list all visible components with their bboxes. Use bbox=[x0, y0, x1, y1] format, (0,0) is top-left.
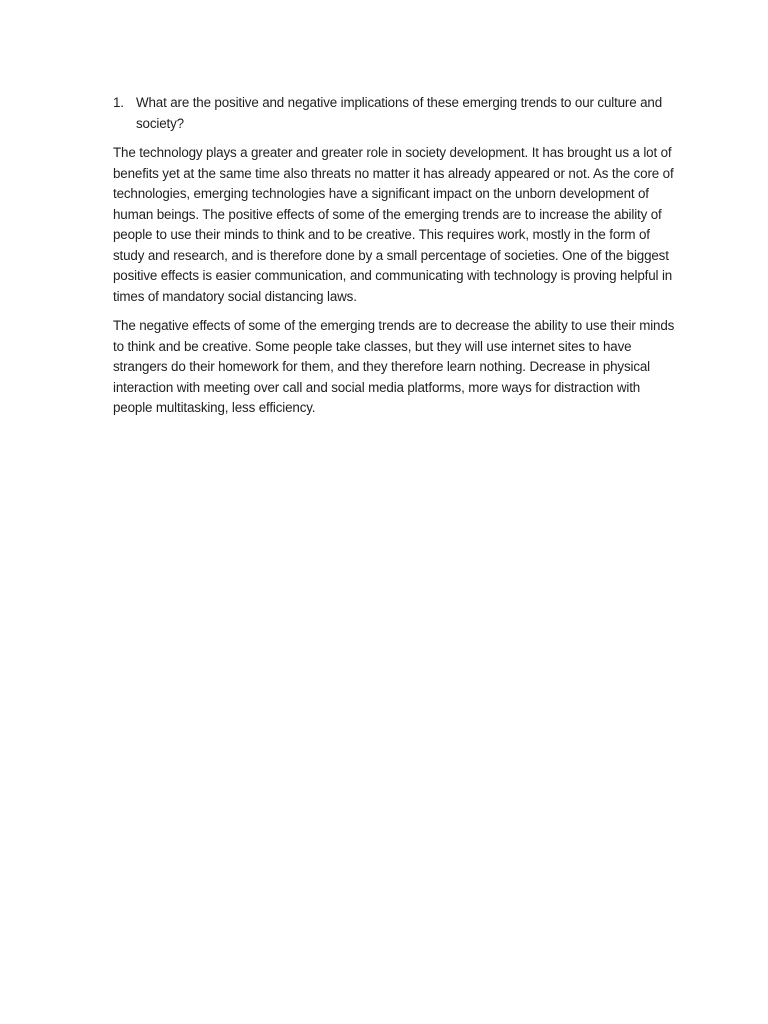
question-text: What are the positive and negative implications of these emerging trends to our culture and society? bbox=[136, 95, 663, 131]
question-number: 1. bbox=[113, 95, 124, 110]
document-body bbox=[113, 93, 680, 428]
paragraph-positive-effects: The technology plays a greater and greater role in society development. It has brought us a lot of benefits yet at the same time also threats no matter it has already appeared or not. As the core of technologies, emerging technologies have a significant impact on the unborn development of human beings. The positive effects of some of the emerging trends are to increase the ability of people to use their minds to think and to be creative. This requires work, mostly in the form of study and research, and is therefore done by a small percentage of societies. One of the biggest positive effects is easier communication, and communicating with technology is proving helpful in times of mandatory social distancing laws. bbox=[113, 145, 674, 304]
question-item bbox=[113, 93, 680, 134]
paragraph-negative-effects: The negative effects of some of the emerging trends are to decrease the ability to use their minds to think and be creative. Some people take classes, but they will use internet sites to have strangers do their homework for them, and they therefore learn nothing. Decrease in physical interaction with meeting over call and social media platforms, more ways for distraction with people multitasking, less efficiency. bbox=[113, 318, 675, 415]
